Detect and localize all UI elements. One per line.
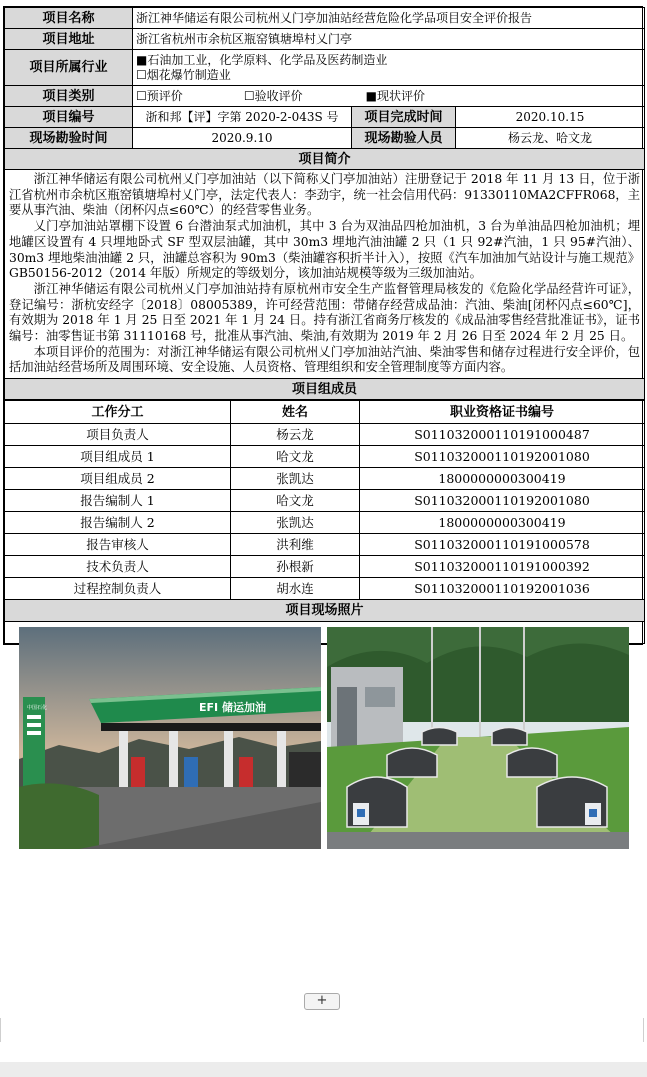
intro-body	[5, 170, 645, 379]
type-option-acceptance: 验收评价	[254, 88, 303, 103]
tank-area-photo	[327, 627, 629, 849]
left-edge-line	[0, 1018, 1, 1042]
info-table	[4, 7, 645, 400]
member-name: 张凯达	[231, 512, 360, 534]
member-role: 项目负责人	[5, 424, 231, 446]
canopy-text: EFI 储运加油	[199, 701, 266, 715]
member-cert: S011032000110191000487	[360, 424, 645, 446]
survey-people-label: 现场勘验人员	[352, 128, 456, 149]
checked-box-icon: ■	[365, 88, 377, 103]
member-name: 胡水连	[231, 578, 360, 600]
project-address-value: 浙江省杭州市余杭区瓶窑镇塘埠村乂门亭	[133, 29, 645, 50]
member-role: 项目组成员 1	[5, 446, 231, 468]
finish-time-value: 2020.10.15	[456, 107, 645, 128]
member-name: 洪利维	[231, 534, 360, 556]
member-role: 报告编制人 1	[5, 490, 231, 512]
unchecked-box-icon: ☐	[243, 88, 255, 103]
intro-paragraph-2: 乂门亭加油站罩棚下设置 6 台潜油泵式加油机，其中 3 台为双油品四枪加油机，3 台为单油品四枪加油机；埋地罐区设置有 4 只埋地卧式 SF 型双层油罐，其中 30m3 埋地汽油油罐 2 只（1 只 92#汽油，1 只 95#汽油）、30m3 埋地柴油油罐 2 只，油罐总容积为 90m3（柴油罐容积折半计入），按照《汽车加油加气站设计与施工规范》GB50156-2012（2014 年版）所规定的等级划分，该加油站规模等级为三级加油站。	[9, 219, 641, 281]
project-type-options	[133, 86, 645, 107]
survey-people-value: 杨云龙、哈文龙	[456, 128, 645, 149]
member-cert: S011032000110192001036	[360, 578, 645, 600]
table-row	[5, 512, 645, 534]
header-name: 姓名	[231, 401, 360, 424]
members-header-row	[5, 401, 645, 424]
industry-option-fireworks: 烟花爆竹制造业	[146, 67, 231, 82]
header-cert: 职业资格证书编号	[360, 401, 645, 424]
intro-paragraph-1: 浙江神华储运有限公司杭州乂门亭加油站（以下简称乂门亭加油站）注册登记于 2018 年 11 月 13 日，位于浙江省杭州市余杭区瓶窑镇塘埠村乂门亭，法定代表人：李劲宇，统一社会信用代码：91330110MA2CFFR068，主要从事汽油、柴油（闭杯闪点≤60℃）的经营零售业务。	[9, 172, 641, 218]
member-role: 项目组成员 2	[5, 468, 231, 490]
report-form	[3, 6, 643, 715]
industry-option-petroleum: 石油加工业，化学原料、化学品及医药制造业	[147, 52, 388, 67]
member-name: 张凯达	[231, 468, 360, 490]
checked-box-icon: ■	[136, 52, 148, 67]
project-industry-options	[133, 50, 645, 86]
table-row	[5, 424, 645, 446]
table-row	[5, 468, 645, 490]
roadside-sign-text: 中国石化	[27, 705, 48, 712]
right-edge-line	[643, 1018, 644, 1042]
gas-station-photo	[19, 627, 321, 849]
table-row	[5, 490, 645, 512]
bottom-scrollbar[interactable]	[0, 1062, 647, 1077]
member-name: 杨云龙	[231, 424, 360, 446]
member-cert: 1800000000300419	[360, 468, 645, 490]
survey-time-label: 现场勘验时间	[5, 128, 133, 149]
member-cert: S011032000110192001080	[360, 446, 645, 468]
member-cert: S011032000110192001080	[360, 490, 645, 512]
project-industry-label: 项目所属行业	[5, 50, 133, 86]
member-role: 技术负责人	[5, 556, 231, 578]
project-name-value: 浙江神华储运有限公司杭州乂门亭加油站经营危险化学品项目安全评价报告	[133, 8, 645, 29]
unchecked-box-icon: ☐	[136, 88, 147, 103]
intro-paragraph-4: 本项目评价的范围为：对浙江神华储运有限公司杭州乂门亭加油站汽油、柴油零售和储存过程进行安全评价，包括加油站经营场所及周围环境、安全设施、人员资格、管理组织和安全管理制度等方面内容。	[9, 344, 641, 375]
table-row	[5, 578, 645, 600]
finish-time-label: 项目完成时间	[352, 107, 456, 128]
member-name: 哈文龙	[231, 490, 360, 512]
photos-section-title: 项目现场照片	[5, 600, 645, 622]
add-button[interactable]: +	[304, 993, 340, 1010]
member-cert: S011032000110191000578	[360, 534, 645, 556]
member-role: 报告审核人	[5, 534, 231, 556]
table-row	[5, 534, 645, 556]
member-role: 报告编制人 2	[5, 512, 231, 534]
member-role: 过程控制负责人	[5, 578, 231, 600]
project-type-label: 项目类别	[5, 86, 133, 107]
intro-section-title: 项目简介	[5, 149, 645, 170]
type-option-status: 现状评价	[377, 88, 426, 103]
members-section-title: 项目组成员	[5, 379, 645, 400]
table-row	[5, 556, 645, 578]
project-number-label: 项目编号	[5, 107, 133, 128]
member-name: 孙根新	[231, 556, 360, 578]
project-address-label: 项目地址	[5, 29, 133, 50]
member-cert: S011032000110191000392	[360, 556, 645, 578]
header-role: 工作分工	[5, 401, 231, 424]
table-row	[5, 446, 645, 468]
intro-paragraph-3: 浙江神华储运有限公司杭州乂门亭加油站持有原杭州市安全生产监督管理局核发的《危险化学品经营许可证》，登记编号：浙杭安经字〔2018〕08005389，许可经营范围：带储存经营成品油：汽油、柴油[闭杯闪点≤60℃]，有效期为 2018 年 1 月 25 日至 2021 年 1 月 24 日。持有浙江省商务厅核发的《成品油零售经营批准证书》，证书编号：油零售证书第 31110168 号，批准从事汽油、柴油,有效期为 2019 年 2 月 26 日至 2024 年 2 月 25 日。	[9, 281, 641, 344]
member-name: 哈文龙	[231, 446, 360, 468]
survey-time-value: 2020.9.10	[133, 128, 352, 149]
project-number-value: 浙和邦【评】字第 2020-2-043S 号	[133, 107, 352, 128]
type-option-pre: 预评价	[146, 88, 183, 103]
members-table	[4, 400, 645, 715]
photos-cell	[5, 622, 645, 715]
unchecked-box-icon: ☐	[136, 67, 147, 82]
project-name-label: 项目名称	[5, 8, 133, 29]
member-cert: 1800000000300419	[360, 512, 645, 534]
